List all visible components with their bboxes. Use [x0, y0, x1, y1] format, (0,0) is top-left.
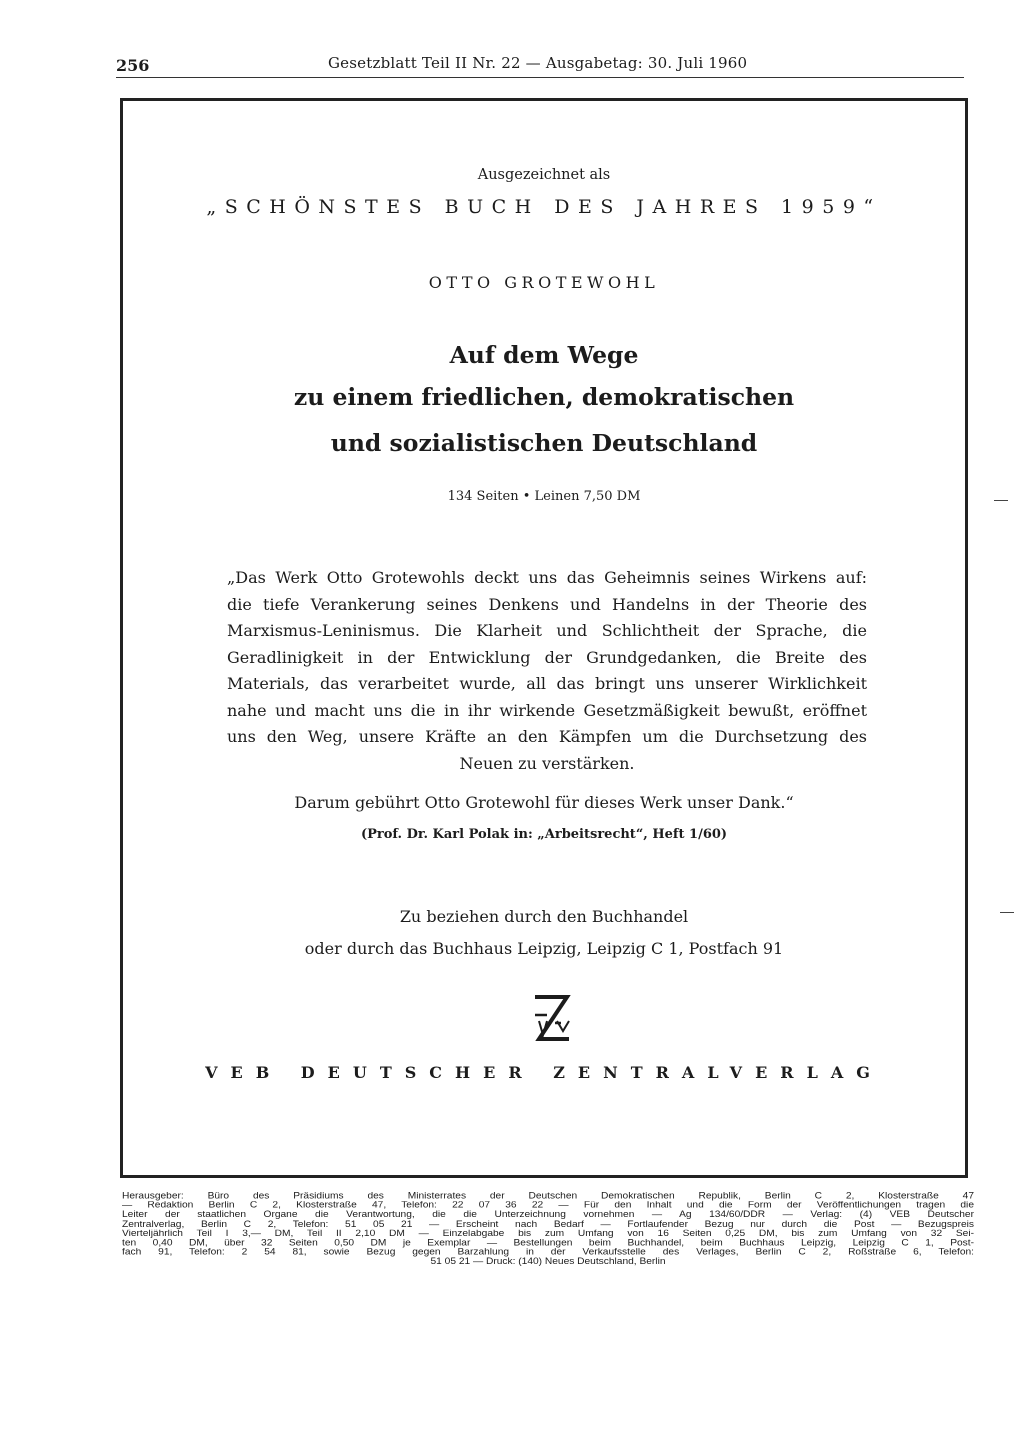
- imprint-block: [122, 1192, 974, 1267]
- quote-line: die tiefe Verankerung seines Denkens und Handelns in der Theorie des: [227, 594, 867, 614]
- book-title-line: zu einem friedlichen, demokratischen: [293, 383, 795, 411]
- order-info-line: oder durch das Buchhaus Leipzig, Leipzig C 1, Postfach 91: [304, 939, 784, 958]
- quote-line: Neuen zu verstärken.: [459, 753, 635, 773]
- margin-mark: [994, 500, 1008, 501]
- book-details: 134 Seiten • Leinen 7,50 DM: [447, 489, 641, 504]
- quote-closing-line: Darum gebührt Otto Grotewohl für dieses Werk unser Dank.“: [294, 793, 794, 812]
- quote-line: nahe und macht uns die in ihr wirkende Gesetzmäßigkeit bewußt, eröffnet: [227, 700, 867, 720]
- book-title-line: und sozialistischen Deutschland: [330, 429, 758, 457]
- page-number: 256: [116, 56, 150, 75]
- award-label: Ausgezeichnet als: [477, 167, 611, 183]
- quote-line: uns den Weg, unsere Kräfte an den Kämpfen um die Durchsetzung des: [227, 727, 867, 746]
- imprint-line: 51 05 21 — Druck: (140) Neues Deutschland, Berlin: [430, 1256, 666, 1267]
- publisher-name: VEB DEUTSCHER ZENTRALVERLAG: [205, 1063, 883, 1082]
- header-rule: [116, 77, 964, 78]
- quote-line: „Das Werk Otto Grotewohls deckt uns das Geheimnis seines Wirkens auf:: [227, 568, 867, 587]
- zentralverlag-logo-icon: [527, 991, 575, 1047]
- imprint-line: — Redaktion Berlin C 2, Klosterstraße 47, Telefon: 22 07 36 22 — Für den Inhalt und die Form der Veröffentlichungen tragen die: [122, 1201, 974, 1211]
- author-name: OTTO GROTEWOHL: [428, 273, 660, 292]
- imprint-line: Zentralverlag, Berlin C 2, Telefon: 51 05 21 — Erscheint nach Bedarf — Fortlaufender Bezug nur durch die Post — Bezugspreis: [122, 1220, 974, 1230]
- imprint-line: ten 0,40 DM, über 32 Seiten 0,50 DM je Exemplar — Bestellungen beim Buchhandel, beim Buchhaus Leipzig, Leipzig C 1, Post-: [122, 1238, 974, 1249]
- quote-line: Materials, das verarbeitet wurde, all das bringt uns unserer Wirklichkeit: [227, 674, 867, 693]
- imprint-line: Leiter der staatlichen Organe die Verantwortung, die die Unterzeichnung vornehmen — Ag 134/60/DDR — Verlag: (4) VEB Deutscher: [122, 1210, 974, 1220]
- page-header-title: Gesetzblatt Teil II Nr. 22 — Ausgabetag: 30. Juli 1960: [328, 54, 748, 72]
- order-info-line: Zu beziehen durch den Buchhandel: [399, 907, 689, 926]
- award-title: „SCHÖNSTES BUCH DES JAHRES 1959“: [206, 196, 882, 218]
- advertisement-box: [120, 98, 968, 1178]
- page-header: [116, 52, 964, 76]
- margin-mark: [1000, 912, 1014, 913]
- quote-source: (Prof. Dr. Karl Polak in: „Arbeitsrecht“, Heft 1/60): [360, 827, 728, 842]
- imprint-line: Vierteljährlich Teil I 3,— DM, Teil II 2,10 DM — Einzelabgabe bis zum Umfang von 16 Seiten 0,25 DM, bis zum Umfang von 32 Sei-: [122, 1229, 974, 1239]
- book-title-line: Auf dem Wege: [449, 341, 639, 369]
- quote-line: Geradlinigkeit in der Entwicklung der Grundgedanken, die Breite des: [227, 647, 867, 667]
- quote-line: Marxismus-Leninismus. Die Klarheit und Schlichtheit der Sprache, die: [227, 621, 867, 640]
- imprint-line: fach 91, Telefon: 2 54 81, sowie Bezug gegen Barzahlung in der Verkaufsstelle des Verlages, Berlin C 2, Roßstraße 6, Telefon:: [122, 1248, 974, 1258]
- review-quote: [227, 565, 867, 777]
- imprint-line: Herausgeber: Büro des Präsidiums des Ministerrates der Deutschen Demokratischen Republik, Berlin C 2, Klosterstraße 47: [122, 1192, 974, 1202]
